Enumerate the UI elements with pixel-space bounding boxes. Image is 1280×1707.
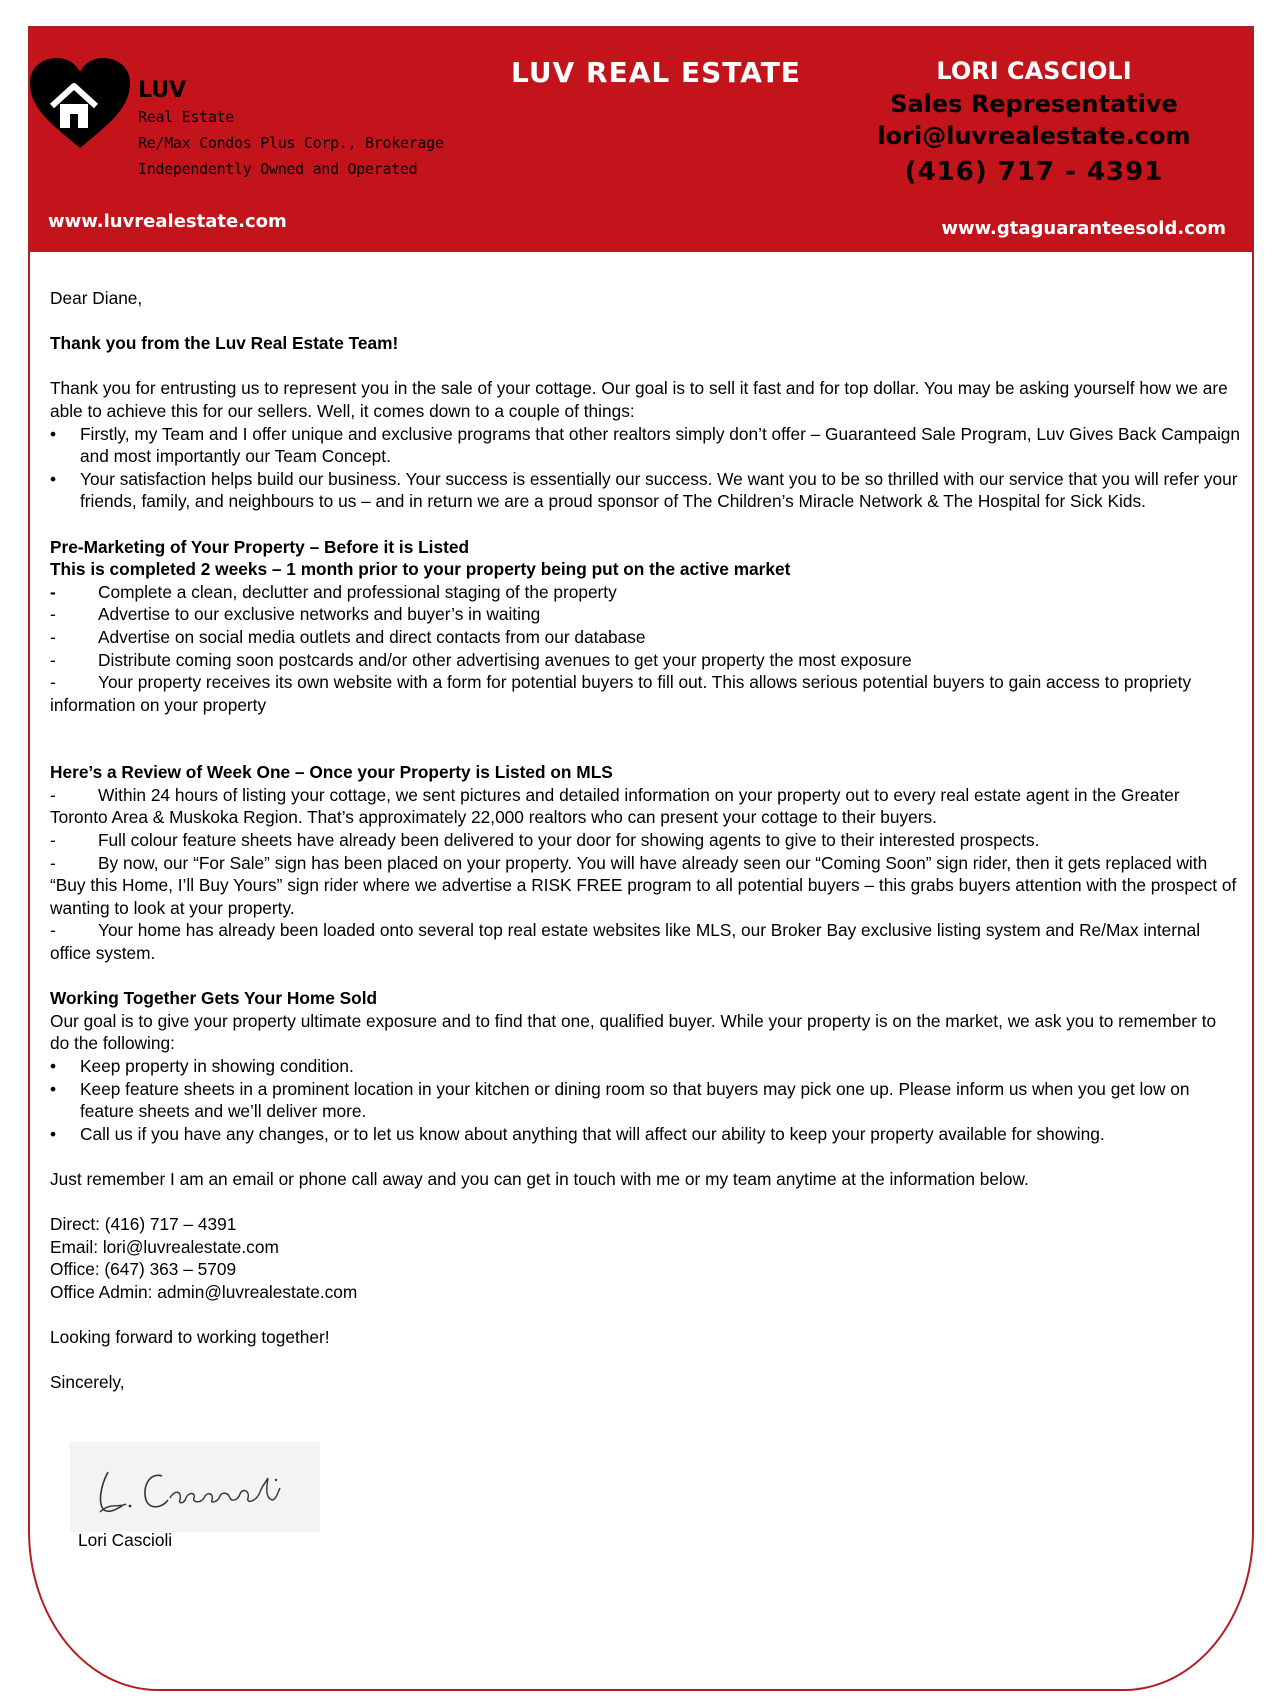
agent-block — [874, 54, 1194, 192]
dash-icon: - — [50, 784, 56, 805]
brokerage-block — [138, 78, 444, 182]
list-item — [50, 649, 1240, 672]
list-item — [50, 1078, 1240, 1123]
list-item — [50, 829, 1240, 852]
remember-paragraph: Just remember I am an email or phone call away and you can get in touch with me or my team anytime at the information below. — [50, 1168, 1029, 1189]
week-one-heading: Here’s a Review of Week One – Once your Property is Listed on MLS — [50, 762, 613, 783]
dash-icon: - — [50, 830, 56, 851]
greeting: Dear Diane, — [50, 288, 143, 308]
pre-marketing-heading: Pre-Marketing of Your Property – Before it is Listed — [50, 536, 470, 557]
list-item-text: Distribute coming soon postcards and/or other advertising avenues to get your property the most exposure — [98, 649, 912, 670]
working-together-intro: Our goal is to give your property ultimate exposure and to find that one, qualified buyer. While your property is on the market, we ask you to remember to do the following: — [50, 1010, 1217, 1054]
logo-line-1: Real Estate — [138, 108, 235, 126]
dash-icon: - — [50, 581, 56, 602]
list-item-text: Your satisfaction helps build our business. Your success is essentially our success. We want you to be so thrilled with our service that you will refer your friends, family, and neighbours to us – and in return we are a proud sponsor of The Children’s Miracle Network & The Hospital for Sick Kids. — [80, 468, 1238, 512]
list-item-text: Your property receives its own website with a form for potential buyers to fill out. This allows serious potential buyers to gain access to propriety information on your property — [50, 672, 1192, 715]
list-item — [50, 1055, 1240, 1078]
bullet-icon: • — [50, 1123, 57, 1144]
bullet-icon: • — [50, 1078, 57, 1099]
brand-title: LUV REAL ESTATE — [511, 56, 801, 89]
logo-line-3: Independently Owned and Operated — [138, 160, 418, 178]
list-item-text: Advertise to our exclusive networks and buyer’s in waiting — [98, 604, 541, 625]
list-item — [50, 1123, 1240, 1146]
list-item-text: Within 24 hours of listing your cottage, we sent pictures and detailed information on your property out to every real estate agent in the Greater Toronto Area & Muskoka Region. That’s approximately 22,000 realtors who can present your cottage to their buyers. — [50, 784, 1180, 828]
contact-admin: Office Admin: admin@luvrealestate.com — [50, 1281, 358, 1302]
list-item — [50, 603, 1240, 626]
list-item — [50, 784, 1240, 829]
handwritten-signature-icon — [70, 1442, 320, 1532]
list-item-text: Your home has already been loaded onto several top real estate websites like MLS, our Broker Bay exclusive listing system and Re/Max internal office system. — [50, 920, 1201, 964]
agent-role: Sales Representative — [890, 90, 1178, 118]
list-item-text: Keep feature sheets in a prominent location in your kitchen or dining room so that buyers may pick one up. Please inform us when you get low on feature sheets and we’ll deliver more. — [80, 1078, 1190, 1122]
website-link-right[interactable]: www.gtaguaranteesold.com — [941, 218, 1226, 239]
bullet-icon: • — [50, 1056, 57, 1076]
list-item — [50, 581, 1240, 604]
list-item-text: Full colour feature sheets have already been delivered to your door for showing agents to give to their interested prospects. — [98, 830, 1040, 851]
list-item-text: Complete a clean, declutter and professional staging of the property — [98, 581, 617, 602]
intro-paragraph: Thank you for entrusting us to represent you in the sale of your cottage. Our goal is to sell it fast and for top dollar. You may be asking yourself how we are able to achieve this for our sellers. Well, it comes down to a couple of things: — [50, 378, 1228, 421]
agent-name: LORI CASCIOLI — [936, 57, 1132, 85]
bullet-icon: • — [50, 423, 57, 444]
list-item — [50, 626, 1240, 649]
thanks-heading: Thank you from the Luv Real Estate Team! — [50, 333, 399, 354]
dash-icon: - — [50, 649, 56, 670]
dash-icon: - — [50, 604, 56, 625]
dash-icon: - — [50, 626, 56, 647]
pre-marketing-subheading: This is completed 2 weeks – 1 month prior to your property being put on the active market — [50, 559, 791, 580]
signature-image — [70, 1442, 320, 1532]
list-item — [50, 671, 1240, 716]
letterhead-header — [30, 28, 1252, 252]
sign-off: Sincerely, — [50, 1372, 125, 1393]
dash-icon: - — [50, 920, 56, 941]
bullet-icon: • — [50, 468, 57, 489]
list-item — [50, 919, 1240, 964]
dash-icon: - — [50, 852, 56, 873]
contact-office: Office: (647) 363 – 5709 — [50, 1259, 237, 1280]
list-item-text: Advertise on social media outlets and direct contacts from our database — [98, 626, 646, 647]
closing-line: Looking forward to working together! — [50, 1327, 330, 1348]
working-together-heading: Working Together Gets Your Home Sold — [50, 988, 378, 1009]
list-item — [50, 468, 1240, 513]
logo-name: LUV — [138, 78, 187, 103]
agent-phone[interactable]: (416) 717 - 4391 — [904, 157, 1164, 187]
list-item-text: Keep property in showing condition. — [80, 1056, 354, 1076]
logo-line-2: Re/Max Condos Plus Corp., Brokerage — [138, 134, 444, 152]
dash-icon: - — [50, 672, 56, 693]
letter-body — [50, 287, 1240, 1394]
contact-email: Email: lori@luvrealestate.com — [50, 1236, 279, 1257]
list-item — [50, 423, 1240, 468]
agent-email[interactable]: lori@luvrealestate.com — [877, 122, 1191, 150]
list-item-text: By now, our “For Sale” sign has been placed on your property. You will have already seen our “Coming Soon” sign rider, then it gets replaced with “Buy this Home, I’ll Buy Yours” sign rider where we advertise a RISK FREE program to all potential buyers – this grabs buyers attention with the prospect of wanting to look at your property. — [50, 852, 1237, 918]
website-link-left[interactable]: www.luvrealestate.com — [48, 211, 287, 232]
contact-direct: Direct: (416) 717 – 4391 — [50, 1214, 237, 1235]
list-item-text: Call us if you have any changes, or to let us know about anything that will affect our ability to keep your property available for showing. — [80, 1123, 1105, 1144]
signer-name: Lori Cascioli — [78, 1530, 173, 1550]
list-item-text: Firstly, my Team and I offer unique and exclusive programs that other realtors simply don’t offer – Guaranteed Sale Program, Luv Gives Back Campaign and most importantly our Team Concept. — [80, 423, 1241, 467]
list-item — [50, 852, 1240, 920]
